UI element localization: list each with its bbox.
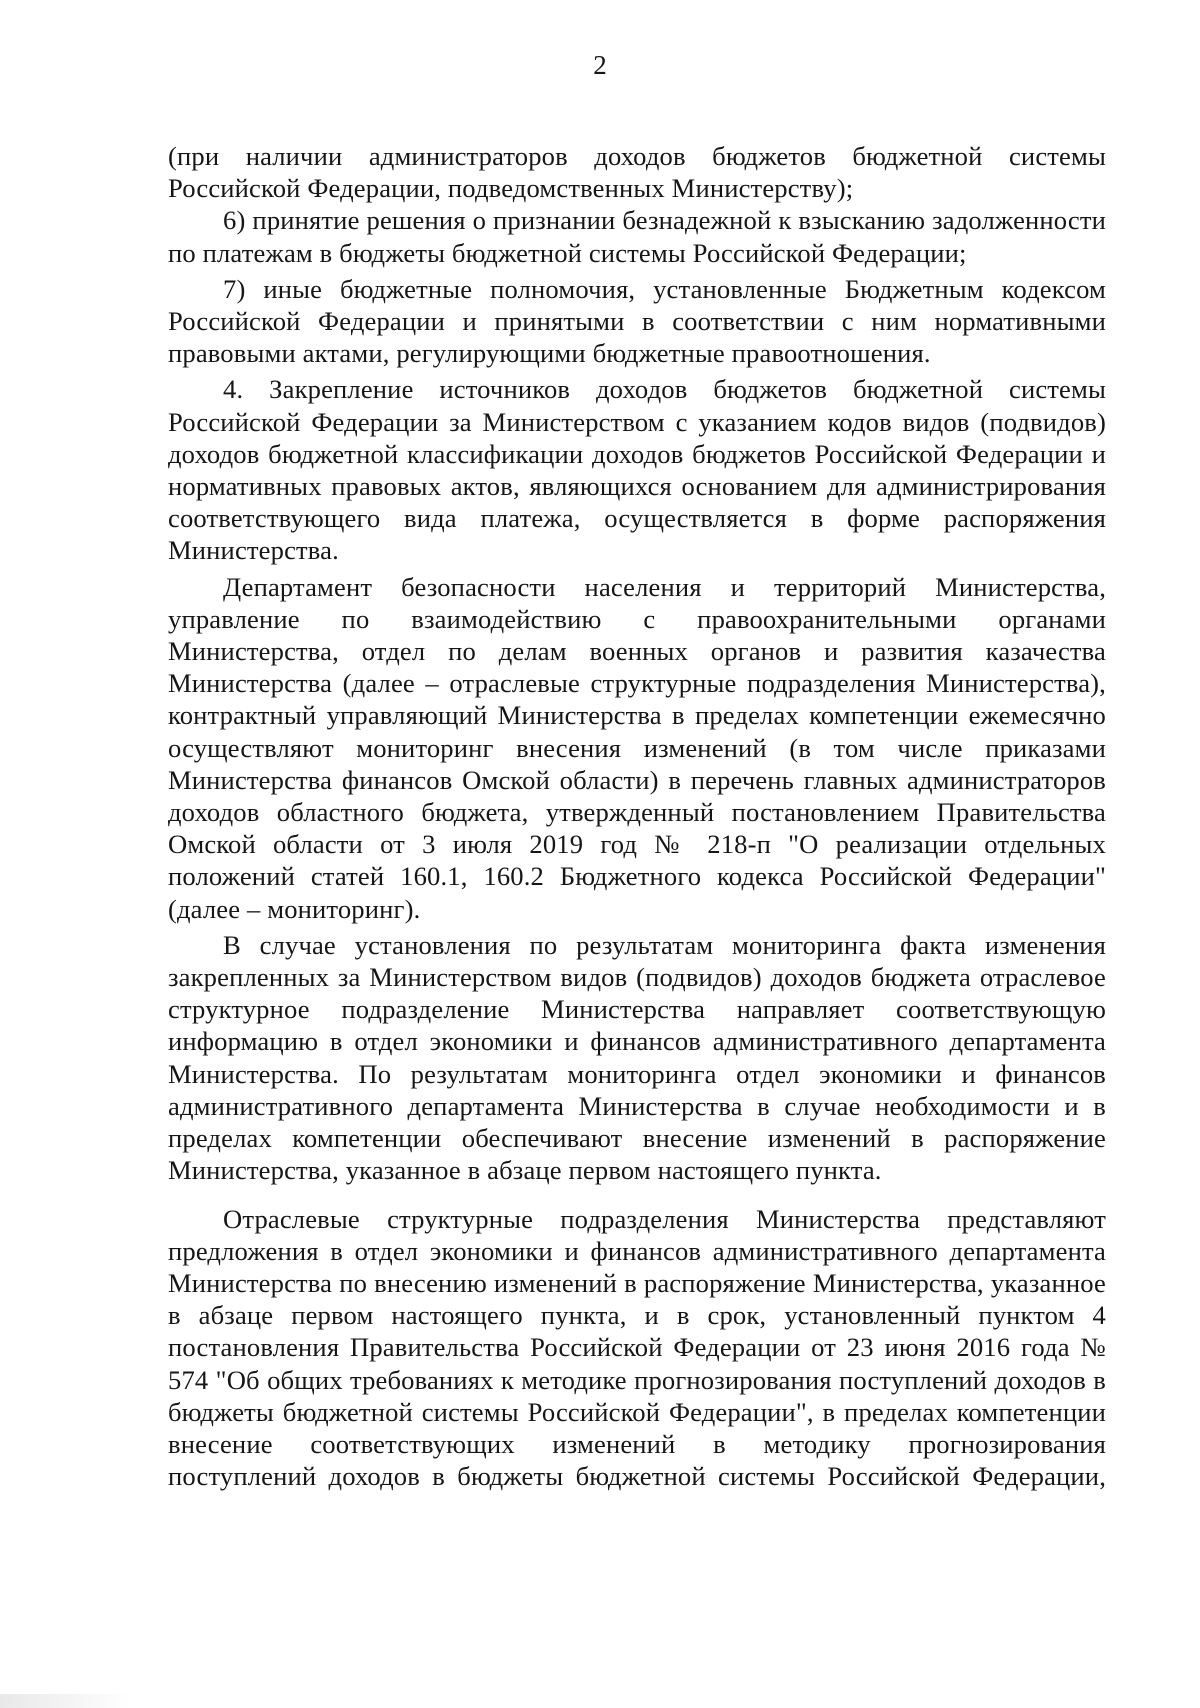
paragraph-item-6: 6) принятие решения о признании безнадежной к взысканию задолженности по платежам в бюджеты бюджетной системы Российской Федерации;	[168, 205, 1106, 268]
paragraph-continuation: (при наличии администраторов доходов бюджетов бюджетной системы Российской Федерации, подведомственных Министерству);	[168, 141, 1106, 204]
paragraph-department-monitoring: Департамент безопасности населения и территорий Министерства, управление по взаимодействию с правоохранительными органами Министерства, отдел по делам военных органов и развития казачества Министерства (далее – отраслевые структурные подразделения Министерства), контрактный управляющий Министерства в пределах компетенции ежемесячно осуществляют мониторинг внесения изменений (в том числе приказами Министерства финансов Омской области) в перечень главных администраторов доходов областного бюджета, утвержденный постановлением Правительства Омской области от 3 июля 2019 год № 218-п "О реализации отдельных положений статей 160.1, 160.2 Бюджетного кодекса Российской Федерации" (далее – мониторинг).	[168, 571, 1106, 924]
paragraph-section-4: 4. Закрепление источников доходов бюджетов бюджетной системы Российской Федерации за Министерством с указанием кодов видов (подвидов) доходов бюджетной классификации доходов бюджетов Российской Федерации и нормативных правовых актов, являющихся основанием для администрирования соответствующего вида платежа, осуществляется в форме распоряжения Министерства.	[168, 374, 1106, 566]
document-body	[168, 140, 1106, 1492]
paragraph-proposals: Отраслевые структурные подразделения Министерства представляют предложения в отдел экономики и финансов административного департамента Министерства по внесению изменений в распоряжение Министерства, указанное в абзаце первом настоящего пункта, и в срок, установленный пунктом 4 постановления Правительства Российской Федерации от 23 июня 2016 года № 574 "Об общих требованиях к методике прогнозирования поступлений доходов в бюджеты бюджетной системы Российской Федерации", в пределах компетенции внесение соответствующих изменений в методику прогнозирования поступлений доходов в бюджеты бюджетной системы Российской Федерации,	[168, 1203, 1106, 1492]
paragraph-item-7: 7) иные бюджетные полномочия, установленные Бюджетным кодексом Российской Федерации и принятыми в соответствии с ним нормативными правовыми актами, регулирующими бюджетные правоотношения.	[168, 273, 1106, 369]
scan-artifact	[0, 1694, 130, 1708]
paragraph-monitoring-changes: В случае установления по результатам мониторинга факта изменения закрепленных за Министерством видов (подвидов) доходов бюджета отраслевое структурное подразделение Министерства направляет соответствующую информацию в отдел экономики и финансов административного департамента Министерства. По результатам мониторинга отдел экономики и финансов административного департамента Министерства в случае необходимости и в пределах компетенции обеспечивают внесение изменений в распоряжение Министерства, указанное в абзаце первом настоящего пункта.	[168, 929, 1106, 1186]
page-number: 2	[593, 50, 607, 80]
